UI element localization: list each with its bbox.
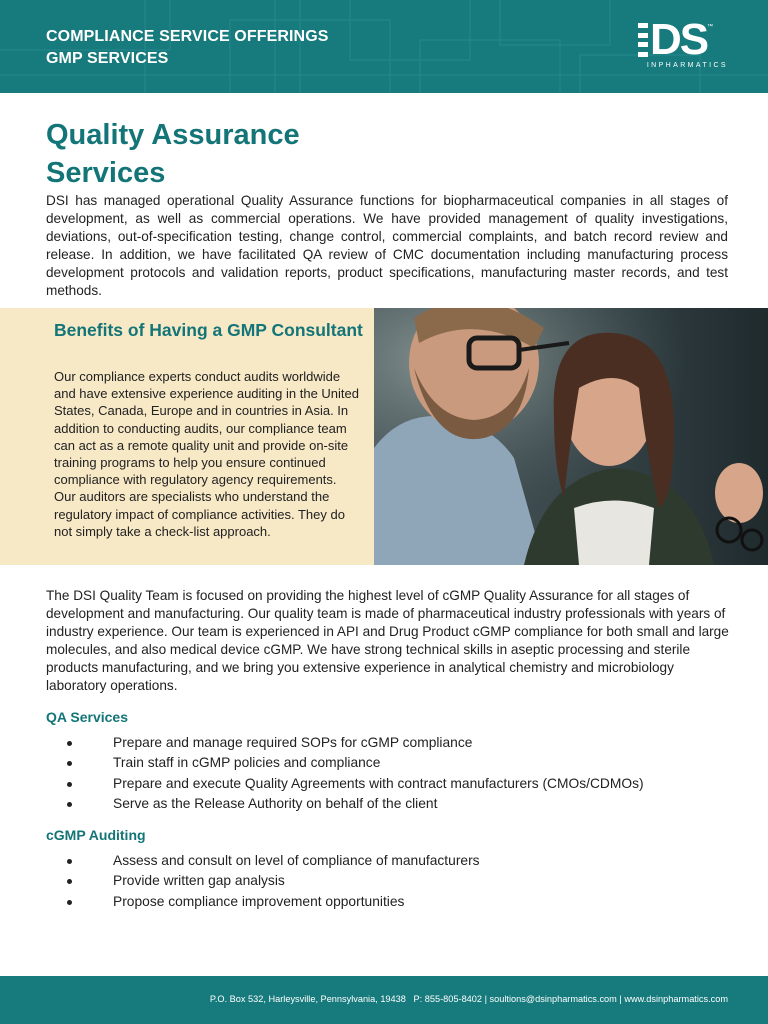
team-paragraph: The DSI Quality Team is focused on providing the highest level of cGMP Quality Assurance for all stages of development and manufacturing. Our quality team is made of pharmaceutical industry professionals with years of industry experience. Our team is experienced in API and Drug Product cGMP compliance for both small and large molecules, and also medical device cGMP. We have strong technical skills in aseptic processing and sterile products manufacturing, and we bring you extensive experience in analytical chemistry and microbiology laboratory operations. — [46, 588, 729, 693]
list-item — [64, 753, 644, 773]
consultants-photo — [374, 308, 768, 565]
bullet-icon — [67, 761, 72, 766]
footer-email[interactable]: soultions@dsinpharmatics.com — [489, 994, 617, 1004]
bullet-icon — [67, 900, 72, 905]
list-item — [64, 871, 480, 891]
footer-phone-label: P: — [413, 994, 423, 1004]
qa-services-list — [64, 733, 644, 814]
logo-trademark: ™ — [707, 24, 714, 30]
logo-text: DS — [650, 15, 708, 64]
qa-services-heading: QA Services — [46, 709, 128, 725]
benefits-paragraph: Our compliance experts conduct audits worldwide and have extensive experience auditing in the United States, Canada, Europe and in countries in Asia. In addition to conducting audits, our compliance team can act as a remote quality unit and provide on-site training programs to help you ensure continued compliance with regulatory agency requirements. Our auditors are specialists who understand the regulatory impact of compliance activities. They do not simply take a check-list approach. — [54, 369, 359, 539]
list-item-text: Train staff in cGMP policies and compliance — [113, 755, 381, 771]
list-item-text: Propose compliance improvement opportunities — [113, 893, 405, 909]
list-item-text: Prepare and manage required SOPs for cGMP compliance — [113, 735, 473, 750]
bullet-icon — [67, 879, 72, 884]
title-line-2: Services — [46, 157, 166, 189]
bullet-icon — [67, 782, 72, 787]
footer-separator: | — [484, 994, 487, 1004]
auditing-list — [64, 851, 480, 912]
header-line-gmp: GMP SERVICES — [46, 50, 169, 67]
list-item-text: Serve as the Release Authority on behalf of the client — [113, 795, 438, 811]
list-item — [64, 774, 644, 794]
title-line-1: Quality Assurance — [46, 119, 300, 151]
footer-bar — [0, 976, 768, 1024]
list-item-text: Provide written gap analysis — [113, 873, 285, 889]
footer-address: P.O. Box 532, Harleysville, Pennsylvania, 19438 — [209, 994, 406, 1004]
page-title — [46, 116, 300, 192]
bullet-icon — [67, 802, 72, 807]
bullet-icon — [67, 741, 72, 746]
logo-mark — [638, 15, 730, 64]
auditing-heading: cGMP Auditing — [46, 827, 146, 843]
list-item — [64, 851, 480, 871]
photo-illustration — [374, 308, 768, 565]
logo-subtitle: INPHARMATICS — [646, 62, 728, 69]
list-item — [64, 733, 644, 753]
footer-contact — [210, 994, 728, 1004]
intro-paragraph: DSI has managed operational Quality Assurance functions for biopharmaceutical companies in all stages of development, as well as commercial operations. We have provided management of quality investigations, deviations, out-of-specification testing, change control, commercial complaints, and batch record review and release. In addition, we have facilitated QA review of CMC documentation including manufacturing process development protocols and validation reports, product specifications, manufacturing master records, and test methods. — [46, 193, 728, 298]
list-item — [64, 892, 480, 912]
benefits-heading: Benefits of Having a GMP Consultant — [54, 320, 363, 340]
logo-bars-icon — [638, 23, 648, 57]
footer-phone[interactable]: 855-805-8402 — [424, 994, 483, 1004]
header-banner — [0, 0, 768, 93]
header-titles — [46, 26, 329, 70]
footer-separator: | — [619, 994, 622, 1004]
list-item-text: Assess and consult on level of compliance of manufacturers — [113, 853, 480, 868]
list-item-text: Prepare and execute Quality Agreements with contract manufacturers (CMOs/CDMOs) — [113, 775, 644, 791]
footer-website[interactable]: www.dsinpharmatics.com — [624, 994, 728, 1004]
bullet-icon — [67, 859, 72, 864]
list-item — [64, 794, 644, 814]
dsi-logo — [638, 15, 730, 72]
header-line-offerings: COMPLIANCE SERVICE OFFERINGS — [46, 28, 329, 45]
